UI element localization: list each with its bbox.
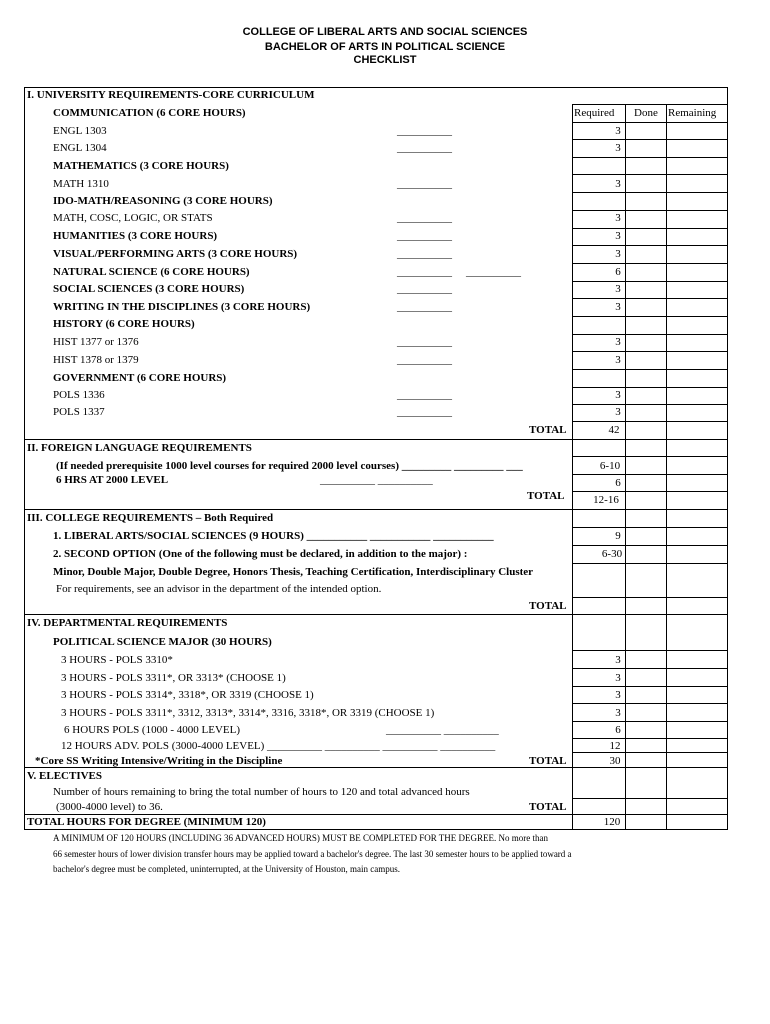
req-value: 3: [615, 406, 621, 418]
writing-intensive-note: *Core SS Writing Intensive/Writing in the Discipline: [35, 755, 283, 767]
section-4-title: IV. DEPARTMENTAL REQUIREMENTS: [27, 617, 228, 629]
blank[interactable]: __________: [397, 230, 452, 242]
section-2-total: 12-16: [593, 494, 619, 506]
req-value: 6: [615, 266, 621, 278]
foreign-lang-2000: 6 HRS AT 2000 LEVEL: [56, 474, 169, 486]
req-value: 3: [615, 354, 621, 366]
req-value: 6-30: [601, 548, 623, 560]
mathematics-heading: MATHEMATICS (3 CORE HOURS): [53, 160, 229, 172]
major-req-6: 12 HOURS ADV. POLS (3000-4000 LEVEL) __________ __________ __________ __________: [61, 740, 496, 752]
section-1-total: 42: [608, 424, 620, 436]
engl-1303: ENGL 1303: [53, 125, 107, 137]
total-hours-label: TOTAL HOURS FOR DEGREE (MINIMUM 120): [27, 816, 266, 828]
hist-1: HIST 1377 or 1376: [53, 336, 139, 348]
req-value: 3: [615, 178, 621, 190]
blank[interactable]: __________: [397, 266, 452, 278]
section-1-title: I. UNIVERSITY REQUIREMENTS-CORE CURRICULUM: [27, 89, 315, 101]
footnote-line-1: A MINIMUM OF 120 HOURS (INCLUDING 36 ADVANCED HOURS) MUST BE COMPLETED FOR THE DEGREE. No more than: [53, 833, 549, 843]
section-1-total-label: TOTAL: [529, 424, 567, 436]
major-req-2: 3 HOURS - POLS 3311*, OR 3313* (CHOOSE 1): [61, 672, 286, 684]
blank[interactable]: __________: [397, 354, 452, 366]
req-value: 6-10: [599, 460, 621, 472]
humanities: HUMANITIES (3 CORE HOURS): [53, 230, 218, 242]
req-value: 9: [615, 530, 621, 542]
blank[interactable]: __________: [397, 212, 452, 224]
col-remaining: Remaining: [668, 107, 717, 119]
req-value: 3: [615, 125, 621, 137]
req-value: 3: [615, 336, 621, 348]
section-5-total-label: TOTAL: [529, 801, 567, 813]
blank[interactable]: __________: [466, 266, 521, 278]
col-done: Done: [634, 107, 658, 119]
req-value: 3: [615, 248, 621, 260]
hist-2: HIST 1378 or 1379: [53, 354, 139, 366]
req-value: 3: [615, 301, 621, 313]
natural-science: NATURAL SCIENCE (6 CORE HOURS): [53, 266, 250, 278]
pols-major-heading: POLITICAL SCIENCE MAJOR (30 HOURS): [53, 636, 272, 648]
communication-heading: COMMUNICATION (6 CORE HOURS): [53, 107, 246, 119]
blank[interactable]: __________: [397, 142, 452, 154]
blank[interactable]: __________ __________: [386, 724, 499, 736]
ido-courses: MATH, COSC, LOGIC, OR STATS: [53, 212, 213, 224]
blank[interactable]: __________: [397, 301, 452, 313]
history-heading: HISTORY (6 CORE HOURS): [53, 318, 195, 330]
section-3-total-label: TOTAL: [529, 600, 567, 612]
blank[interactable]: __________: [397, 389, 452, 401]
second-option-list: Minor, Double Major, Double Degree, Honors Thesis, Teaching Certification, Interdisciplinary Cluster: [53, 566, 534, 578]
section-2-total-label: TOTAL: [527, 490, 565, 502]
engl-1304: ENGL 1304: [53, 142, 107, 154]
second-option-req: 2. SECOND OPTION (One of the following must be declared, in addition to the major) :: [53, 548, 468, 560]
req-value: 3: [615, 283, 621, 295]
req-value: 6: [615, 724, 621, 736]
blank[interactable]: __________: [397, 125, 452, 137]
pols-1336: POLS 1336: [53, 389, 105, 401]
blank[interactable]: __________: [397, 336, 452, 348]
section-4-total: 30: [609, 755, 621, 767]
visual-performing-arts: VISUAL/PERFORMING ARTS (3 CORE HOURS): [53, 248, 298, 260]
electives-desc-2: (3000-4000 level) to 36.: [56, 801, 163, 813]
major-req-4: 3 HOURS - POLS 3311*, 3312, 3313*, 3314*, 3316, 3318*, OR 3319 (CHOOSE 1): [61, 707, 435, 719]
pols-1337: POLS 1337: [53, 406, 105, 418]
blank[interactable]: __________: [397, 178, 452, 190]
req-value: 3: [615, 212, 621, 224]
liberal-arts-req: 1. LIBERAL ARTS/SOCIAL SCIENCES (9 HOURS) ___________ ___________ ___________: [53, 530, 494, 542]
writing-in-disciplines: WRITING IN THE DISCIPLINES (3 CORE HOURS): [53, 301, 311, 313]
footnote-line-3: bachelor's degree must be completed, uninterrupted, at the University of Houston, main campus.: [53, 864, 401, 874]
degree-title: BACHELOR OF ARTS IN POLITICAL SCIENCE: [264, 41, 506, 53]
col-required: Required: [574, 107, 615, 119]
total-hours-value: 120: [603, 816, 621, 828]
section-2-title: II. FOREIGN LANGUAGE REQUIREMENTS: [27, 442, 252, 454]
social-sciences: SOCIAL SCIENCES (3 CORE HOURS): [53, 283, 245, 295]
req-value: 3: [615, 230, 621, 242]
req-value: 12: [609, 740, 621, 752]
blank[interactable]: __________: [397, 406, 452, 418]
req-value: 3: [615, 654, 621, 666]
blank[interactable]: __________ __________: [320, 474, 433, 486]
major-req-5: 6 HOURS POLS (1000 - 4000 LEVEL): [64, 724, 240, 736]
blank[interactable]: __________: [397, 283, 452, 295]
footnote-line-2: 66 semester hours of lower division transfer hours may be applied toward a bachelor's degree. The last 30 semester hours to be applied toward a: [53, 849, 572, 859]
blank[interactable]: __________: [397, 248, 452, 260]
section-3-title: III. COLLEGE REQUIREMENTS – Both Required: [27, 512, 274, 524]
foreign-lang-prereq: (If needed prerequisite 1000 level courses for required 2000 level courses) _________ _________ ___: [56, 460, 523, 472]
req-value: 3: [615, 142, 621, 154]
college-title: COLLEGE OF LIBERAL ARTS AND SOCIAL SCIENCES: [242, 26, 528, 38]
req-value: 3: [615, 707, 621, 719]
section-5-title: V. ELECTIVES: [27, 770, 102, 782]
electives-desc-1: Number of hours remaining to bring the total number of hours to 120 and total advanced hours: [53, 786, 470, 798]
advisor-note: For requirements, see an advisor in the department of the intended option.: [56, 583, 382, 595]
checklist-title: CHECKLIST: [353, 54, 417, 66]
section-4-total-label: TOTAL: [529, 755, 567, 767]
math-1310: MATH 1310: [53, 178, 109, 190]
req-value: 6: [615, 477, 621, 489]
req-value: 3: [615, 689, 621, 701]
ido-heading: IDO-MATH/REASONING (3 CORE HOURS): [53, 195, 273, 207]
major-req-1: 3 HOURS - POLS 3310*: [61, 654, 173, 666]
major-req-3: 3 HOURS - POLS 3314*, 3318*, OR 3319 (CHOOSE 1): [61, 689, 314, 701]
req-value: 3: [615, 672, 621, 684]
req-value: 3: [615, 389, 621, 401]
government-heading: GOVERNMENT (6 CORE HOURS): [53, 372, 227, 384]
